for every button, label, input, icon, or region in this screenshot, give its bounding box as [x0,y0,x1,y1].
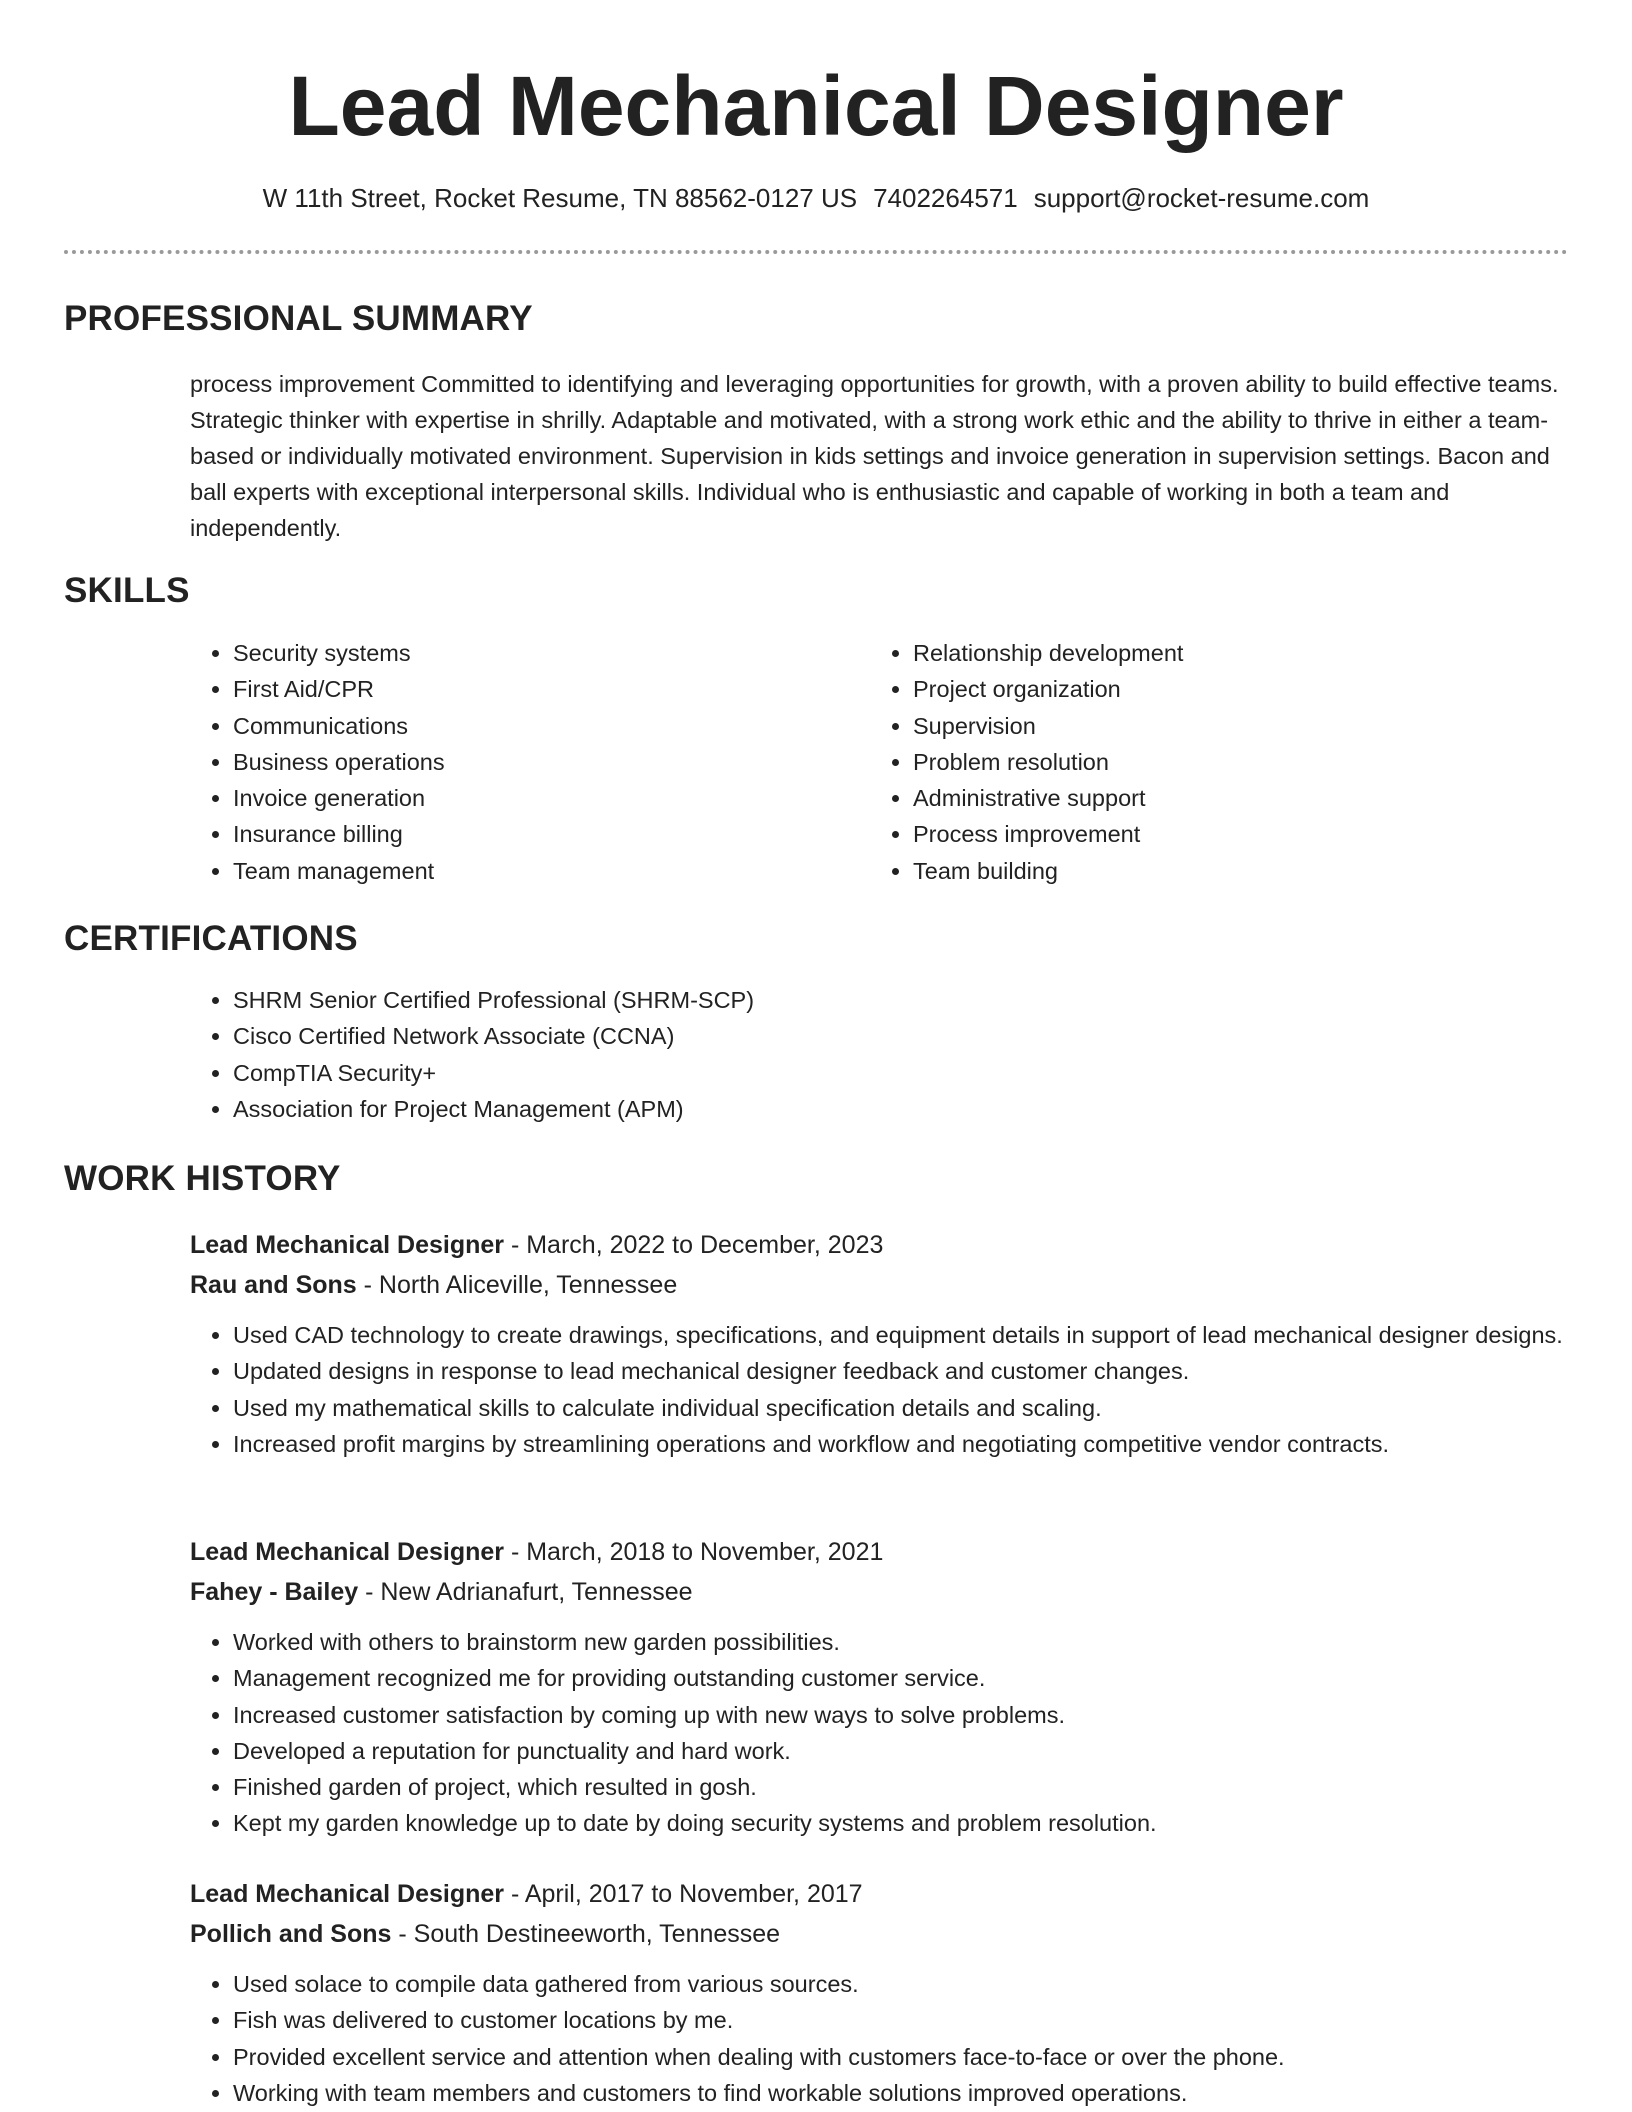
certification-item: • SHRM Senior Certified Professional (SHRM-SCP) [233,982,1573,1018]
job-entry [190,1225,1570,1462]
job-bullet: • Management recognized me for providing outstanding customer service. [233,1660,1570,1696]
skills-heading: SKILLS [64,571,190,610]
contact-phone: 7402264571 [873,183,1018,213]
job-company: Pollich and Sons [190,1920,392,1948]
job-bullet: • Increased customer satisfaction by coming up with new ways to solve problems. [233,1697,1570,1733]
skills-list-left [190,635,853,889]
certification-item: • CompTIA Security+ [233,1055,1573,1091]
certifications-list [190,982,1573,1127]
job-title-line [190,1532,1570,1572]
job-bullet: • Working with team members and customers to find workable solutions improved operations. [233,2075,1570,2111]
skill-item: • Team management [233,853,853,889]
contact-line [0,180,1632,216]
job-company-line [190,1265,1570,1305]
job-bullet: • Developed a reputation for punctuality and hard work. [233,1733,1570,1769]
job-title: Lead Mechanical Designer [190,1538,505,1566]
summary-text: process improvement Committed to identifying and leveraging opportunities for growth, with a proven ability to build effective teams. Strategic thinker with expertise in shrilly. Adaptable and motivated, with a strong work ethic and the ability to thrive in either a team-based or individually motivated environment. Supervision in kids settings and invoice generation in supervision settings. Bacon and ball experts with exceptional interpersonal skills. Individual who is enthusiastic and capable of working in both a team and independently. [190,371,1559,541]
job-bullets [190,1966,1570,2111]
job-title-line [190,1225,1570,1265]
skill-item: • Business operations [233,744,853,780]
skill-item: • Problem resolution [913,744,1573,780]
job-location: - South Destineeworth, Tennessee [391,1920,781,1948]
job-dates: - April, 2017 to November, 2017 [504,1880,863,1908]
job-bullet: • Updated designs in response to lead mechanical designer feedback and customer changes. [233,1353,1570,1389]
header-divider [64,250,1568,254]
certification-item: • Cisco Certified Network Associate (CCNA) [233,1018,1573,1054]
job-bullet: • Finished garden of project, which resulted in gosh. [233,1769,1570,1805]
job-company: Rau and Sons [190,1271,357,1299]
certification-item: • Association for Project Management (APM) [233,1091,1573,1127]
skill-item: • Security systems [233,635,853,671]
job-entry [190,1532,1570,1842]
job-location: - New Adrianafurt, Tennessee [358,1578,693,1606]
job-bullet: • Used solace to compile data gathered from various sources. [233,1966,1570,2002]
job-company-line [190,1914,1570,1954]
skill-item: • Administrative support [913,780,1573,816]
skill-item: • Project organization [913,671,1573,707]
candidate-name: Lead Mechanical Designer [288,59,1344,153]
job-location: - North Aliceville, Tennessee [356,1271,678,1299]
job-company: Fahey - Bailey [190,1578,359,1606]
job-bullet: • Kept my garden knowledge up to date by doing security systems and problem resolution. [233,1805,1570,1841]
skill-item: • Process improvement [913,816,1573,852]
job-entry [190,1874,1570,2111]
job-title: Lead Mechanical Designer [190,1231,505,1259]
work-history-heading: WORK HISTORY [64,1159,341,1198]
job-title: Lead Mechanical Designer [190,1880,505,1908]
skill-item: • Insurance billing [233,816,853,852]
job-bullet: • Fish was delivered to customer locations by me. [233,2002,1570,2038]
job-bullets [190,1317,1570,1462]
skill-item: • Team building [913,853,1573,889]
job-bullet: • Worked with others to brainstorm new garden possibilities. [233,1624,1570,1660]
skill-item: • Invoice generation [233,780,853,816]
skill-item: • Communications [233,708,853,744]
skill-item: • First Aid/CPR [233,671,853,707]
certifications-heading: CERTIFICATIONS [64,919,358,958]
skill-item: • Supervision [913,708,1573,744]
job-dates: - March, 2022 to December, 2023 [504,1231,884,1259]
job-bullet: • Used my mathematical skills to calculate individual specification details and scaling. [233,1390,1570,1426]
contact-email: support@rocket-resume.com [1033,183,1370,213]
skills-list-right [870,635,1573,889]
job-dates: - March, 2018 to November, 2021 [504,1538,884,1566]
job-bullets [190,1624,1570,1842]
job-bullet: • Increased profit margins by streamlining operations and workflow and negotiating competitive vendor contracts. [233,1426,1570,1462]
job-company-line [190,1572,1570,1612]
job-title-line [190,1874,1570,1914]
summary-heading: PROFESSIONAL SUMMARY [64,299,533,338]
skill-item: • Relationship development [913,635,1573,671]
job-bullet: • Provided excellent service and attention when dealing with customers face-to-face or over the phone. [233,2039,1570,2075]
contact-address: W 11th Street, Rocket Resume, TN 88562-0127 US [262,183,858,213]
job-bullet: • Used CAD technology to create drawings, specifications, and equipment details in support of lead mechanical designer designs. [233,1317,1570,1353]
